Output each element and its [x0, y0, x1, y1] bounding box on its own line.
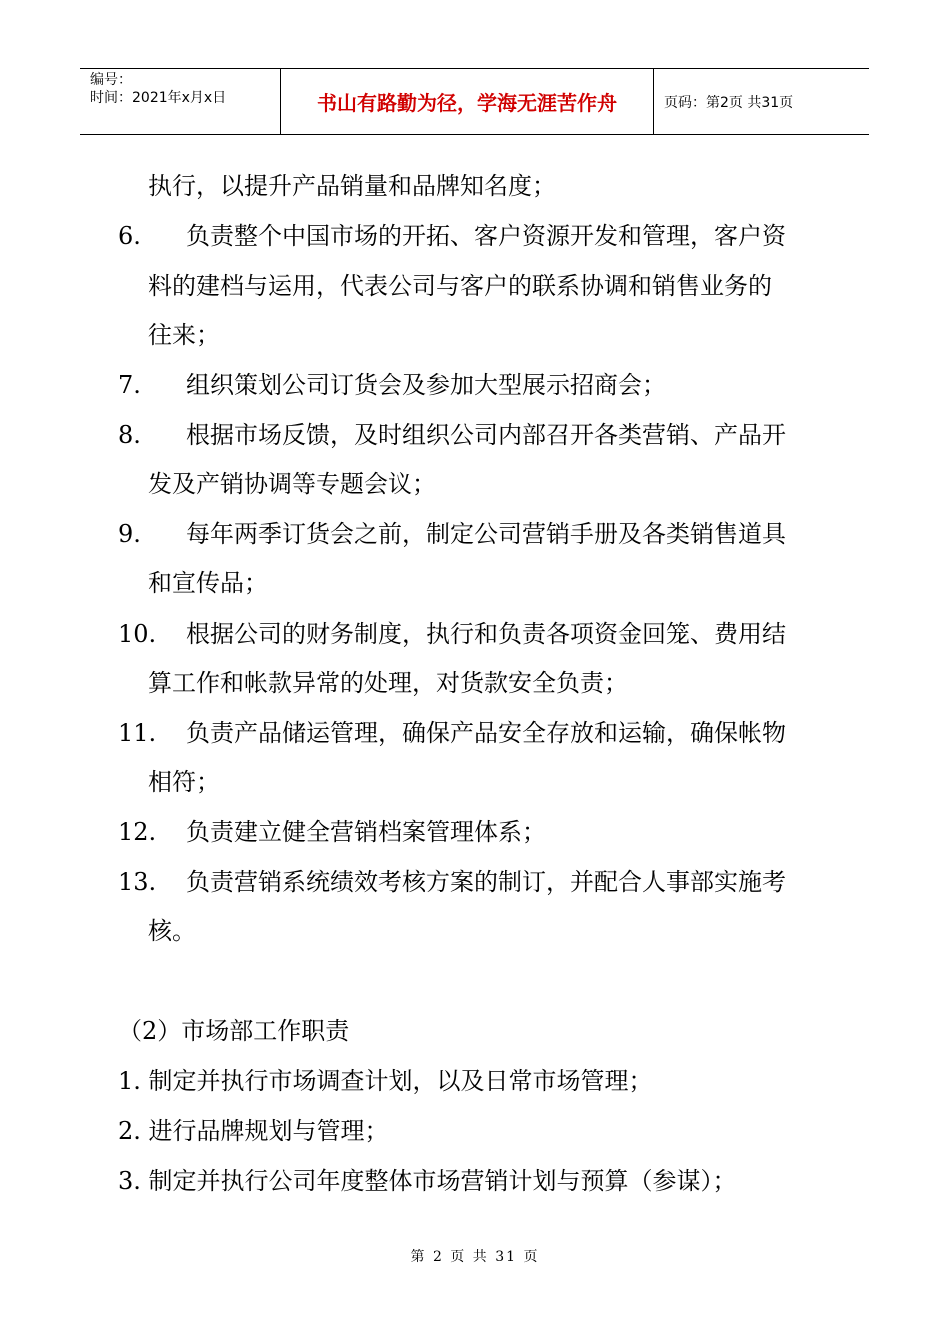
header-meta	[80, 69, 281, 134]
list-number: 7.	[118, 371, 141, 399]
list-item-text: 负责整个中国市场的开拓、客户资源开发和管理，客户资	[186, 222, 786, 250]
list-item-text: 负责产品储运管理，确保产品安全存放和运输，确保帐物	[186, 719, 786, 747]
list-item-text: 负责建立健全营销档案管理体系；	[186, 818, 546, 846]
list-number: 13.	[118, 868, 157, 896]
paragraph-line: 执行，以提升产品销量和品牌知名度；	[148, 172, 556, 200]
section-heading: （2）市场部工作职责	[118, 1017, 350, 1045]
list-number: 10.	[118, 620, 157, 648]
list-item-text: 2. 进行品牌规划与管理；	[118, 1117, 389, 1145]
list-number: 8.	[118, 421, 141, 449]
header-page-info: 页码：第2页 共31页	[664, 94, 794, 111]
list-item-text: 相符；	[148, 768, 220, 796]
list-number: 6.	[118, 222, 141, 250]
list-number: 11.	[118, 719, 157, 747]
list-item-text: 料的建档与运用，代表公司与客户的联系协调和销售业务的	[148, 272, 772, 300]
list-item-text: 根据公司的财务制度，执行和负责各项资金回笼、费用结	[186, 620, 786, 648]
document-number-label: 编号：	[90, 72, 132, 88]
list-item-text: 组织策划公司订货会及参加大型展示招商会；	[186, 371, 666, 399]
header-motto: 书山有路勤为径，学海无涯苦作舟	[281, 69, 654, 134]
list-number: 9.	[118, 520, 141, 548]
list-item-text: 往来；	[148, 321, 220, 349]
list-item-text: 核。	[148, 917, 196, 945]
list-item-text: 算工作和帐款异常的处理，对货款安全负责；	[148, 669, 628, 697]
list-number: 12.	[118, 818, 157, 846]
list-item-text: 1. 制定并执行市场调查计划，以及日常市场管理；	[118, 1067, 653, 1095]
document-date: 时间：2021年x月x日	[90, 90, 227, 106]
list-item-text: 根据市场反馈，及时组织公司内部召开各类营销、产品开	[186, 421, 786, 449]
list-item-text: 负责营销系统绩效考核方案的制订，并配合人事部实施考	[186, 868, 786, 896]
page-header	[80, 68, 869, 135]
list-item-text: 发及产销协调等专题会议；	[148, 470, 436, 498]
list-item-text: 每年两季订货会之前，制定公司营销手册及各类销售道具	[186, 520, 786, 548]
list-item-text: 3. 制定并执行公司年度整体市场营销计划与预算（参谋）；	[118, 1167, 737, 1195]
page-footer: 第 2 页 共 31 页	[410, 1249, 540, 1265]
list-item-text: 和宣传品；	[148, 569, 268, 597]
